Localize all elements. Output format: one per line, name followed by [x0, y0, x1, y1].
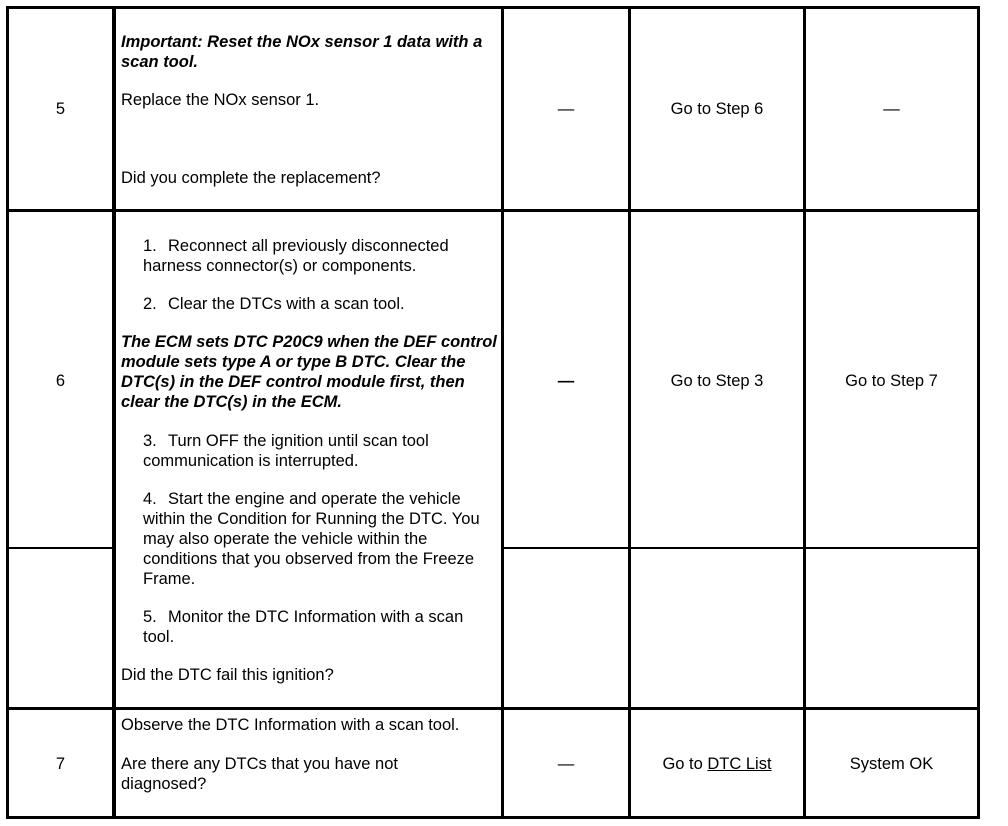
no-action: System OK [849, 755, 934, 773]
column-divider [628, 6, 631, 819]
value-cell: — [557, 100, 575, 118]
yes-action: Go to Step 6 [670, 100, 764, 118]
table-border-right [977, 6, 980, 819]
no-action: Go to Step 7 [845, 372, 938, 390]
page-break-line [503, 547, 979, 549]
column-divider [803, 6, 806, 819]
column-divider [112, 6, 116, 819]
list-item-num: 3. [143, 432, 157, 450]
table-border-top [6, 6, 980, 9]
step-action: Replace the NOx sensor 1. [121, 91, 320, 109]
list-item-num: 5. [143, 608, 157, 626]
list-item: Start the engine and operate the vehicle within the Condition for Running the DTC. You may also operate the vehicle within the conditions that you observed from the Freeze Frame. [143, 490, 480, 588]
yes-action-prefix: Go to [662, 755, 703, 773]
page-break-line [8, 547, 114, 549]
value-cell: — [557, 755, 575, 773]
list-item: Clear the DTCs with a scan tool. [168, 295, 405, 313]
step-number: 5 [55, 100, 66, 118]
dtc-list-link[interactable]: DTC List [707, 755, 772, 773]
list-item-num: 1. [143, 237, 157, 255]
value-cell: — [557, 372, 575, 390]
step-question: Did you complete the replacement? [121, 169, 381, 187]
important-note: Important: Reset the NOx sensor 1 data with a scan tool. [121, 33, 483, 71]
list-item: Turn OFF the ignition until scan tool communication is interrupted. [143, 432, 429, 470]
column-divider [501, 6, 504, 819]
list-item: Monitor the DTC Information with a scan tool. [143, 608, 464, 646]
list-item: Reconnect all previously disconnected harness connector(s) or components. [143, 237, 449, 275]
table-border-bottom [6, 816, 980, 819]
ecm-note: The ECM sets DTC P20C9 when the DEF control module sets type A or type B DTC. Clear the DTC(s) in the DEF control module first, then clear the DTC(s) in the ECM. [121, 333, 497, 411]
yes-action: Go to Step 3 [670, 372, 764, 390]
step-question: Did the DTC fail this ignition? [121, 666, 334, 684]
table-border-left [6, 6, 9, 819]
no-action: — [883, 100, 900, 118]
step-number: 7 [55, 755, 66, 773]
yes-action [631, 754, 803, 774]
row-divider [6, 707, 980, 710]
step-action: Observe the DTC Information with a scan tool. [121, 716, 460, 734]
list-item-num: 4. [143, 490, 157, 508]
list-item-num: 2. [143, 295, 157, 313]
step-question: Are there any DTCs that you have not diagnosed? [121, 755, 398, 793]
step-number: 6 [55, 372, 66, 390]
row-divider [6, 209, 980, 212]
